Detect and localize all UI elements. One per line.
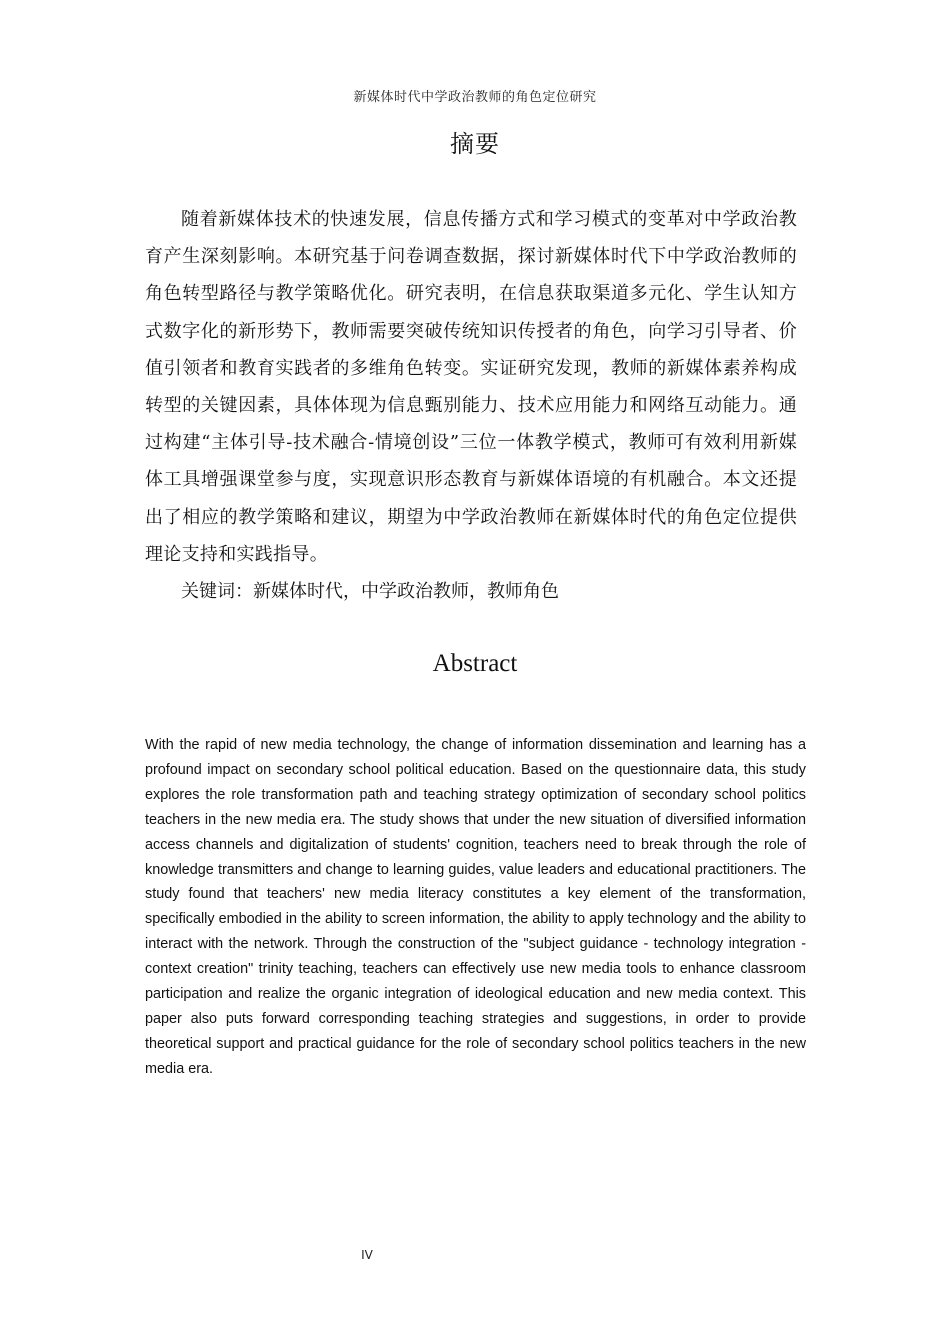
chinese-abstract-body: 随着新媒体技术的快速发展，信息传播方式和学习模式的变革对中学政治教育产生深刻影响。本研究基于问卷调查数据，探讨新媒体时代下中学政治教师的角色转型路径与教学策略优化。研究表明，在信息获取渠道多元化、学生认知方式数字化的新形势下，教师需要突破传统知识传授者的角色，向学习引导者、价值引领者和教育实践者的多维角色转变。实证研究发现，教师的新媒体素养构成转型的关键因素，具体体现为信息甄别能力、技术应用能力和网络互动能力。通过构建“主体引导-技术融合-情境创设”三位一体教学模式，教师可有效利用新媒体工具增强课堂参与度，实现意识形态教育与新媒体语境的有机融合。本文还提出了相应的教学策略和建议，期望为中学政治教师在新媒体时代的角色定位提供理论支持和实践指导。 [145,209,797,565]
running-header: 新媒体时代中学政治教师的角色定位研究 [353,90,597,105]
chinese-abstract-title: 摘要 [450,130,500,158]
english-abstract-title: Abstract [432,650,518,677]
keywords-text: 新媒体时代，中学政治教师，教师角色 [253,581,559,602]
english-abstract-body: With the rapid of new media technology, the change of information dissemination and learning has a profound impact on secondary school political education. Based on the questionnaire data, this study explores the role transformation path and teaching strategy optimization of secondary school politics teachers in the new media era. The study shows that under the new situation of diversified information access channels and digitalization of students' cognition, teachers need to break through the role of knowledge transmitters and change to learning guides, value leaders and educational practitioners. The study found that teachers' new media literacy constitutes a key element of the transformation, specifically embodied in the ability to screen information, the ability to apply technology and the ability to interact with the network. Through the construction of the "subject guidance - technology integration - context creation" trinity teaching, teachers can effectively use new media tools to enhance classroom participation and realize the organic integration of ideological education and new media context. This paper also puts forward corresponding teaching strategies and suggestions, in order to provide theoretical support and practical guidance for the role of secondary school politics teachers in the new media era. [145,737,806,1077]
keywords-line [181,574,801,610]
keywords-label: 关键词： [181,581,253,602]
page-number: IV [361,1248,373,1262]
